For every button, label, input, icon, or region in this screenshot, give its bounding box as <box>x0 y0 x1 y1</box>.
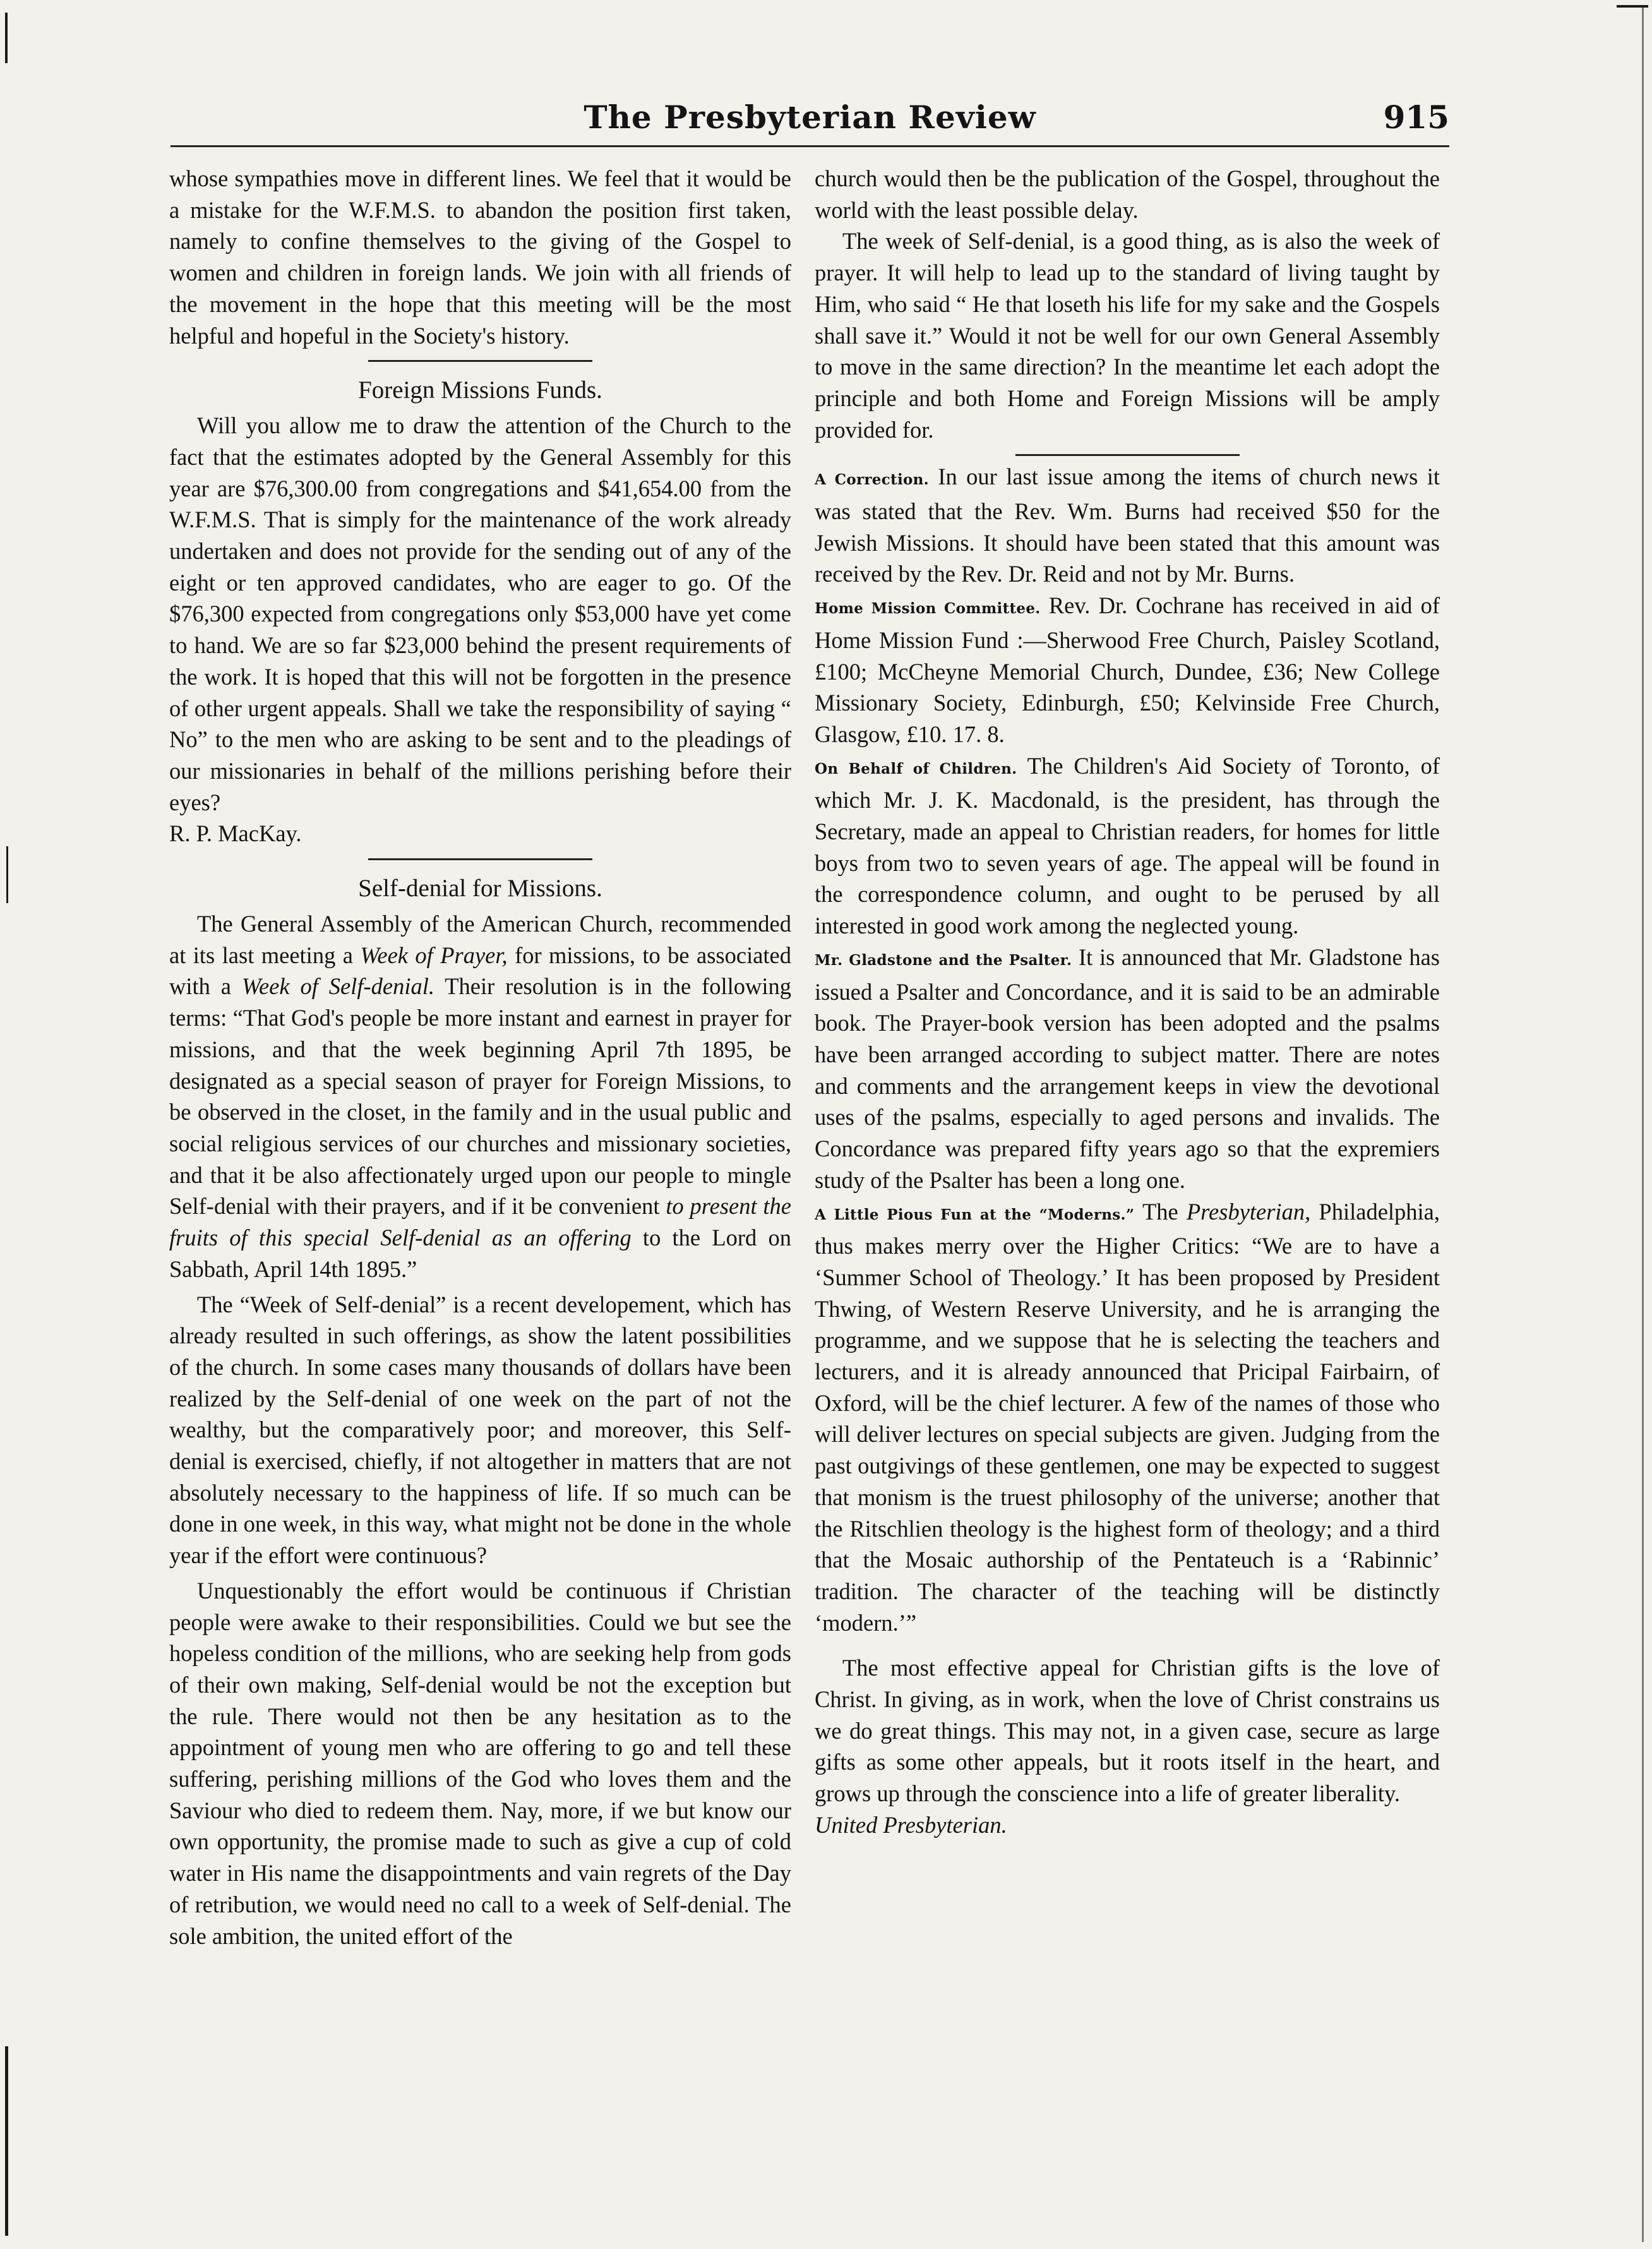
side-heading: On Behalf of Children. <box>815 760 1017 777</box>
side-heading: Mr. Gladstone and the Psalter. <box>815 951 1072 969</box>
note-text: In our last issue among the items of church news it was stated that the Rev. Wm. Burns had received $50 for the Jewish Missions. It should have been stated that this amount was received by the Rev. Dr. Reid and not by Mr. Burns. <box>815 464 1440 587</box>
italic-text: Week of Self-denial. <box>241 973 434 1000</box>
left-margin-mark <box>6 846 8 903</box>
side-heading: Home Mission Committee. <box>815 600 1041 618</box>
paragraph: church would then be the publication of the Gospel, throughout the world with the least possible delay. <box>815 165 1440 223</box>
section-rule <box>368 858 592 860</box>
paragraph: whose sympathies move in different lines. We feel that it would be a mistake for the W.F.M.S. to abandon the position first taken, namely to confine themselves to the giving of the Gospel to women and children in foreign lands. We join with all friends of the movement in the hope that this meeting will be the most helpful and hopeful in the Society's history. <box>169 165 791 349</box>
paragraph: Unquestionably the effort would be continuous if Christian people were awake to their responsibilities. Could we but see the hopeless condition of the millions, who are seeking help from gods of their own making, Self-denial would be not the exception but the rule. There would not then be any hesitation as to the appointment of young men who are offering to go and tell these suffering, perishing millions of the God who loves them and the Saviour who died to redeem them. Nay, more, if we but know our own opportunity, the promise made to such as give a cup of cold water in His name the disappointments and vain regrets of the Day of retribution, we would need no call to a week of Self-denial. The sole ambition, the united effort of the <box>169 1577 791 1949</box>
page-header <box>171 95 1449 147</box>
text: Their resolution is in the following terms: “That God's people be more instant and earnest in prayer for missions, and that the week beginning April 7th 1895, be designated as a special season of prayer for Foreign Missions, to be observed in the closet, in the family and in the usual public and social religious services of our churches and missionary societies, and that it be also affectionately urged upon our people to mingle Self-denial with their prayers, and if it be convenient <box>169 973 791 1220</box>
side-heading: A Correction. <box>815 471 929 489</box>
spacer <box>815 1638 1440 1652</box>
note-text: Philadelphia, thus makes merry over the Higher Critics: “We are to have a ‘Summer School of Theology.’ It has been proposed by President Thwing, of Western Reserve University, and he is arranging the programme, and we suppose that he is selecting the teachers and lecturers, and it is already announced that Pricipal Fairbairn, of Oxford, will be the chief lecturer. A few of the names of those who will deliver lectures on special subjects are given. Judging from the past outgivings of these gentlemen, one may be expected to suggest that monism is the truest philosophy of the universe; another that the Ritschlien theology is the highest form of theology; and a third that the Mosaic authorship of the Pentateuch is a ‘Rabinnic’ tradition. The character of the teaching will be distinctly ‘modern.’” <box>815 1198 1440 1636</box>
news-note <box>815 942 1440 1196</box>
right-margin-mark <box>1642 6 1644 2242</box>
italic-text: to present the fruits of this special Self-denial as an offering <box>169 1193 792 1251</box>
source-credit: United Presbyterian. <box>815 1811 1007 1838</box>
section-title: Self-denial for Missions. <box>358 875 602 903</box>
note-text: The <box>1142 1198 1187 1225</box>
paragraph: Will you allow me to draw the attention of the Church to the fact that the estimates adopted by the General Assembly for this year are $76,300.00 from congregations and $41,654.00 from the W.F.M.S. That is simply for the maintenance of the work already undertaken and does not provide for the sending out of any of the eight or ten approved candidates, who are eager to go. Of the $76,300 expected from congregations only $53,000 have yet come to hand. We are so far $23,000 behind the present requirements of the work. It is hoped that this will not be forgotten in the presence of other urgent appeals. Shall we take the responsibility of saying “ No” to the men who are asking to be sent and to the pleadings of our missionaries in behalf of the millions perishing before their eyes? <box>169 412 791 815</box>
text: The General Assembly of the American Church, recommended at its last meeting a <box>169 911 791 968</box>
text: for missions, to be associated with a <box>169 942 792 1000</box>
side-heading: A Little Pious Fun at the “Moderns.” <box>815 1206 1135 1223</box>
text: to the Lord on Sabbath, April 14th 1895.” <box>169 1225 791 1282</box>
running-title: The Presbyterian Review <box>584 99 1036 136</box>
left-margin-mark <box>5 13 8 63</box>
paragraph: The week of Self-denial, is a good thing, as is also the week of prayer. It will help to lead up to the standard of living taught by Him, who said “ He that loseth his life for my sake and the Gospels shall save it.” Would it not be well for our own General Assembly to move in the same direction? In the meantime let each adopt the principle and both Home and Foreign Missions will be amply provided for. <box>815 228 1440 443</box>
news-note <box>815 750 1440 942</box>
italic-text: Presbyterian, <box>1186 1198 1311 1225</box>
news-note <box>815 461 1440 590</box>
italic-text: Week of Prayer, <box>360 942 508 968</box>
left-column <box>169 163 791 1952</box>
section-rule <box>1015 454 1240 456</box>
paragraph: The “Week of Self-denial” is a recent developement, which has already resulted in such offerings, as show the latent possibilities of the church. In some cases many thousands of dollars have been realized by the Self-denial of one week on the part of not the wealthy, but the comparatively poor; and moreover, this Self-denial is exercised, chiefly, if not altogether in matters that are not absolutely necessary to the happiness of life. If so much can be done in one week, in this way, what might not be done in the whole year if the effort were continuous? <box>169 1291 791 1569</box>
paragraph: The most effective appeal for Christian gifts is the love of Christ. In giving, as in work, when the love of Christ constrains us we do great things. This may not, in a given case, secure as large gifts as some other appeals, but it roots itself in the heart, and grows up through the conscience into a life of greater liberality. <box>815 1655 1440 1807</box>
news-note <box>815 590 1440 750</box>
note-text: It is announced that Mr. Gladstone has issued a Psalter and Concordance, and it is said to be an admirable book. The Prayer-book version has been adopted and the psalms have been arranged according to subject matter. There are notes and comments and the arrangement keeps in view the devotional uses of the psalms, especially to aged persons and invalids. The Concordance was prepared fifty years ago so that the expremiers study of the Psalter has been a long one. <box>815 944 1440 1193</box>
section-title: Foreign Missions Funds. <box>358 376 602 404</box>
section-rule <box>368 360 592 362</box>
note-text: The Children's Aid Society of Toronto, of which Mr. J. K. Macdonald, is the president, has through the Secretary, made an appeal to Christian readers, for homes for little boys from two to seven years of age. The appeal will be found in the correspondence column, and ought to be perused by all interested in good work among the neglected young. <box>815 752 1440 939</box>
page-number: 915 <box>1383 99 1449 136</box>
paragraph <box>169 908 791 1285</box>
right-column <box>815 163 1440 1841</box>
left-margin-mark <box>5 2046 8 2236</box>
news-note <box>815 1196 1440 1639</box>
note-text: Rev. Dr. Cochrane has received in aid of Home Mission Fund :—Sherwood Free Church, Paisley Scotland, £100; McCheyne Memorial Church, Dundee, £36; New College Missionary Society, Edinburgh, £50; Kelvinside Free Church, Glasgow, £10. 17. 8. <box>815 592 1440 747</box>
signature: R. P. MacKay. <box>169 820 302 847</box>
